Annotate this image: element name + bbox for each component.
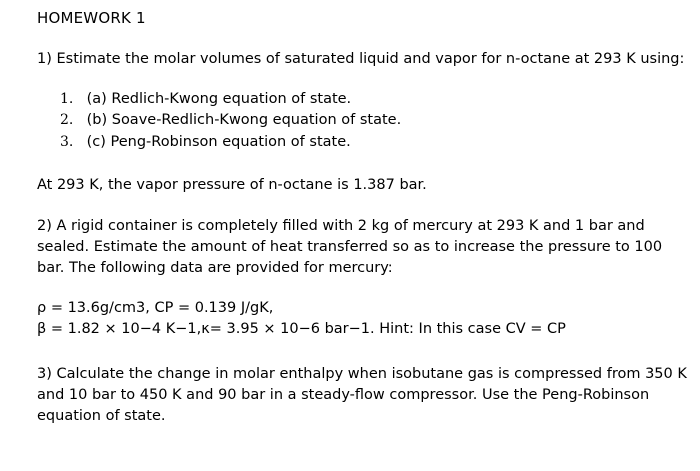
list-text: (a) Redlich-Kwong equation of state.: [86, 91, 352, 107]
question-2-line: bar. The following data are provided for mercury:: [37, 260, 393, 276]
list-number: 2.: [60, 112, 74, 128]
list-number: 3.: [60, 134, 74, 150]
question-2-line: sealed. Estimate the amount of heat transferred so as to increase the pressure to 100: [37, 239, 663, 255]
list-text: (b) Soave-Redlich-Kwong equation of state.: [86, 112, 402, 128]
question-1-prompt: 1) Estimate the molar volumes of saturated liquid and vapor for n-octane at 293 K using:: [37, 51, 685, 67]
question-3-line: 3) Calculate the change in molar enthalpy when isobutane gas is compressed from 350 K: [37, 366, 687, 382]
question-2-line: 2) A rigid container is completely filled with 2 kg of mercury at 293 K and 1 bar and: [37, 218, 645, 234]
list-item: [60, 110, 401, 130]
list-item: [60, 132, 351, 152]
page-title: HOMEWORK 1: [37, 9, 146, 27]
list-item: [60, 89, 351, 109]
mercury-data-line: ρ = 13.6g/cm3, CP = 0.139 J/gK,: [37, 300, 274, 316]
question-3-line: and 10 bar to 450 K and 90 bar in a steady-flow compressor. Use the Peng-Robinson: [37, 387, 650, 403]
question-3-line: equation of state.: [37, 408, 166, 424]
list-text: (c) Peng-Robinson equation of state.: [86, 134, 351, 150]
mercury-data-line: β = 1.82 × 10−4 K−1,κ= 3.95 × 10−6 bar−1. Hint: In this case CV = CP: [37, 321, 566, 337]
list-number: 1.: [60, 91, 74, 107]
question-1-note: At 293 K, the vapor pressure of n-octane is 1.387 bar.: [37, 177, 427, 193]
